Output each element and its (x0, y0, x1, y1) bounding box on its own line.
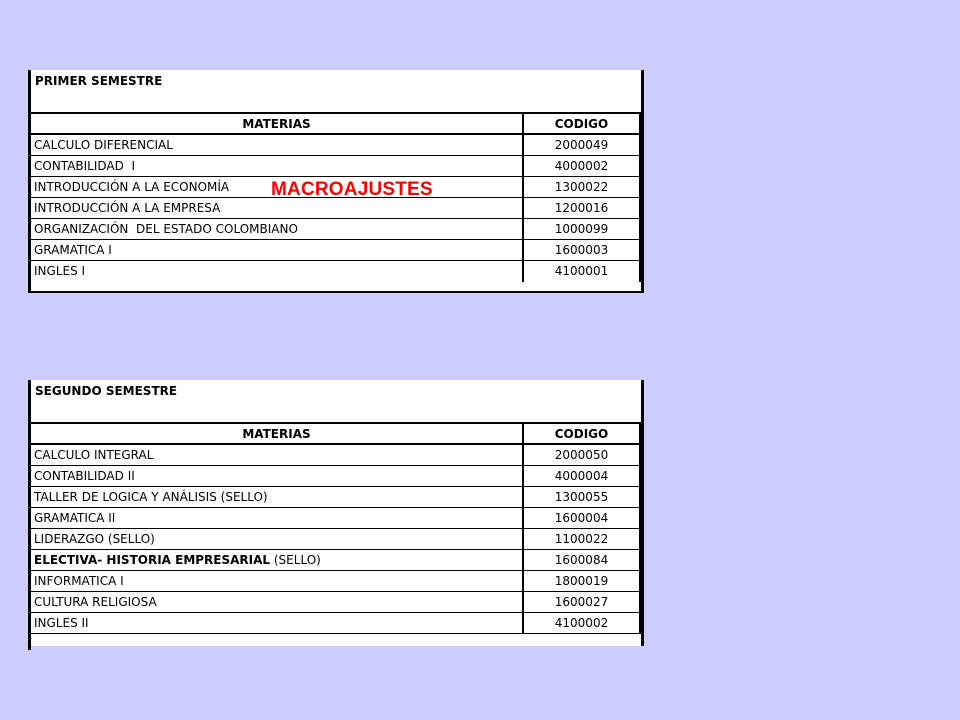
codigo-cell: 1800019 (524, 571, 641, 591)
table-row (31, 508, 641, 529)
materia-cell: INTRODUCCIÓN A LA ECONOMÍA (31, 177, 524, 197)
materia-bold-part: ELECTIVA- HISTORIA EMPRESARIAL (34, 553, 271, 567)
table-row (31, 613, 641, 634)
materia-cell: CONTABILIDAD II (31, 466, 524, 486)
materia-cell: CALCULO DIFERENCIAL (31, 135, 524, 155)
codigo-cell: 2000050 (524, 445, 641, 465)
table-row (31, 466, 641, 487)
table-row (31, 198, 641, 219)
materia-cell: LIDERAZGO (SELLO) (31, 529, 524, 549)
header-codigo: CODIGO (524, 424, 641, 443)
table-row (31, 261, 641, 282)
codigo-cell: 1600004 (524, 508, 641, 528)
materia-cell: INGLES II (31, 613, 524, 633)
materia-cell: INFORMATICA I (31, 571, 524, 591)
codigo-cell: 4000002 (524, 156, 641, 176)
materia-cell: GRAMATICA I (31, 240, 524, 260)
table-row (31, 445, 641, 466)
table-header (31, 424, 641, 445)
header-materias: MATERIAS (31, 114, 524, 133)
table-row (31, 156, 641, 177)
materia-rest-part: (SELLO) (270, 553, 321, 567)
table-row (31, 487, 641, 508)
codigo-cell: 1200016 (524, 198, 641, 218)
materia-cell: CALCULO INTEGRAL (31, 445, 524, 465)
table-row (31, 529, 641, 550)
codigo-cell: 1600027 (524, 592, 641, 612)
table-row (31, 135, 641, 156)
table-row (31, 571, 641, 592)
materia-cell: CONTABILIDAD I (31, 156, 524, 176)
table-row (31, 219, 641, 240)
materia-cell: TALLER DE LOGICA Y ANÁLISIS (SELLO) (31, 487, 524, 507)
materia-cell (31, 550, 524, 570)
materia-cell: GRAMATICA II (31, 508, 524, 528)
codigo-cell: 4000004 (524, 466, 641, 486)
codigo-cell: 1300055 (524, 487, 641, 507)
codigo-cell: 4100001 (524, 261, 641, 282)
materia-cell: INTRODUCCIÓN A LA EMPRESA (31, 198, 524, 218)
table-row (31, 550, 641, 571)
codigo-cell: 4100002 (524, 613, 641, 633)
table-header (31, 114, 641, 135)
codigo-cell: 2000049 (524, 135, 641, 155)
materia-cell: ORGANIZACIÓN DEL ESTADO COLOMBIANO (31, 219, 524, 239)
codigo-cell: 1000099 (524, 219, 641, 239)
codigo-cell: 1600003 (524, 240, 641, 260)
table-row (31, 240, 641, 261)
header-materias: MATERIAS (31, 424, 524, 443)
semester-title: PRIMER SEMESTRE (31, 70, 641, 114)
macroajustes-label: MACROAJUSTES (271, 179, 433, 200)
header-codigo: CODIGO (524, 114, 641, 133)
materia-cell: CULTURA RELIGIOSA (31, 592, 524, 612)
codigo-cell: 1100022 (524, 529, 641, 549)
table-row (31, 592, 641, 613)
codigo-cell: 1600084 (524, 550, 641, 570)
codigo-cell: 1300022 (524, 177, 641, 197)
semester-title: SEGUNDO SEMESTRE (31, 380, 641, 424)
segundo-semestre-table (28, 380, 644, 646)
table-edge-fragment (28, 646, 31, 650)
materia-cell: INGLES I (31, 261, 524, 282)
